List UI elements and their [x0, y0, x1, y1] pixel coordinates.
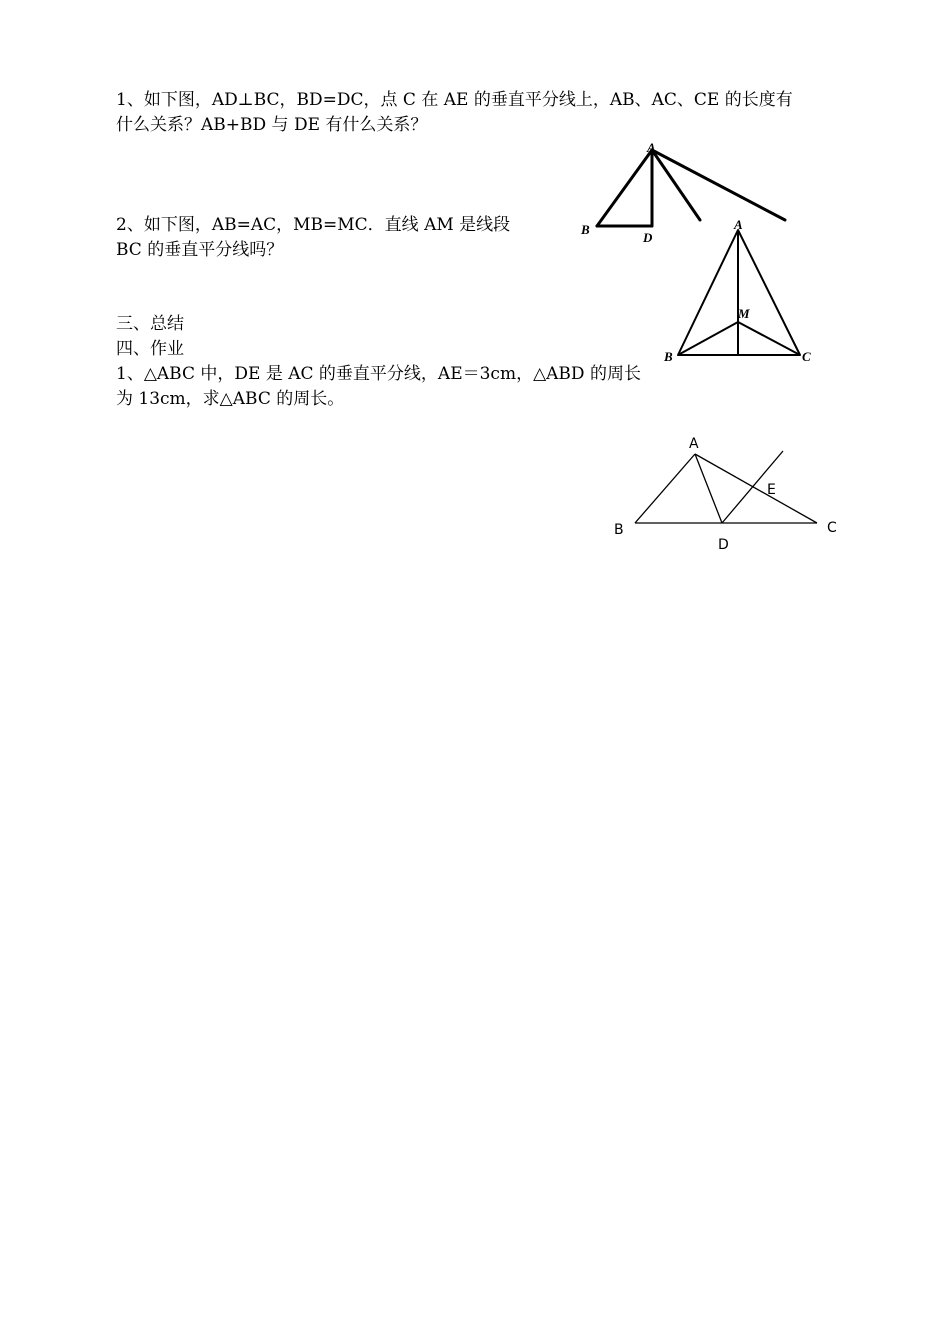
problem-2-line-1: 2、如下图，AB=AC，MB=MC．直线 AM 是线段 [116, 215, 511, 235]
fig3-line-ad [695, 454, 722, 523]
problem-1-line-2: 什么关系？AB+BD 与 DE 有什么关系？ [116, 115, 428, 135]
fig3-label-e: E [767, 482, 776, 498]
fig3-label-d: D [718, 537, 729, 553]
homework-1-line-1: 1、△ABC 中，DE 是 AC 的垂直平分线，AE＝3cm，△ABD 的周长 [116, 364, 641, 384]
fig1-line-ae [652, 150, 785, 220]
fig3-line-ab [635, 454, 695, 523]
fig1-label-a: A [647, 140, 656, 155]
fig1-label-b: B [581, 222, 590, 237]
fig2-label-a: A [734, 218, 743, 232]
figure-2-diagram [658, 218, 818, 368]
fig2-label-c: C [802, 349, 811, 364]
figure-3-diagram [605, 428, 855, 558]
problem-1-line-1: 1、如下图，AD⊥BC，BD=DC，点 C 在 AE 的垂直平分线上，AB、AC、CE 的长度有 [116, 90, 793, 110]
homework-1-line-2: 为 13cm，求△ABC 的周长。 [116, 389, 345, 409]
fig2-label-b: B [664, 349, 673, 364]
fig2-label-m: M [738, 306, 750, 321]
section-summary: 三、总结 [116, 314, 184, 334]
section-homework: 四、作业 [116, 339, 184, 359]
fig1-line-ac [652, 150, 700, 220]
fig3-label-c: C [827, 520, 837, 536]
fig1-line-ab [597, 150, 652, 226]
fig3-label-b: B [614, 522, 624, 538]
problem-2-line-2: BC 的垂直平分线吗？ [116, 240, 284, 260]
fig3-line-ac [695, 454, 817, 523]
fig3-label-a: A [689, 436, 699, 452]
fig1-label-d: D [643, 230, 653, 245]
